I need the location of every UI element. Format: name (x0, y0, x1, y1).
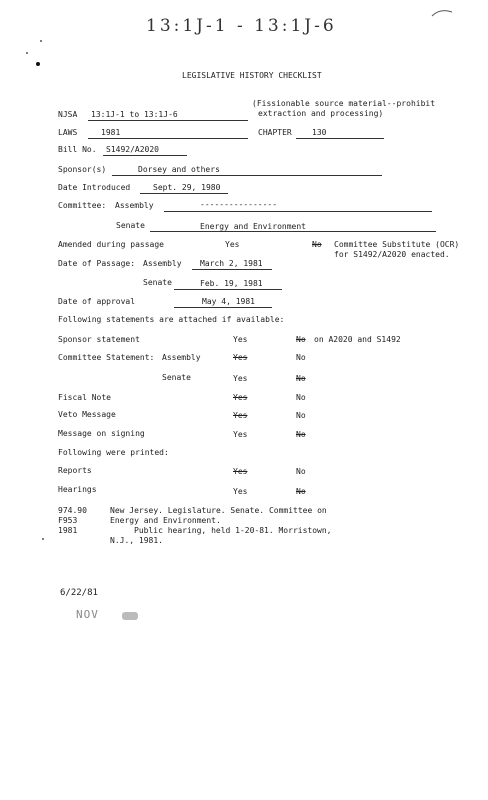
hearings-no-struck: No (296, 487, 306, 496)
committee-assembly-underline (164, 211, 432, 212)
received-stamp: NOV (76, 608, 99, 621)
committee-assembly-value: ---------------- (200, 200, 278, 209)
committee-senate-value: Energy and Environment (200, 222, 306, 231)
approval-label: Date of approval (58, 297, 136, 306)
sponsor-label: Sponsor(s) (58, 165, 107, 174)
fiscal-note-label: Fiscal Note (58, 393, 111, 402)
passage-senate-value: Feb. 19, 1981 (200, 279, 263, 288)
committee-statement-assembly-yes-struck: Yes (233, 353, 248, 362)
corner-mark (430, 8, 454, 18)
njsa-value: 13:1J-1 to 13:1J-6 (91, 110, 178, 119)
margin-dot (36, 62, 40, 66)
fiscal-note-no: No (296, 393, 306, 402)
passage-label: Date of Passage: (58, 259, 136, 268)
bill-label: Bill No. (58, 145, 97, 154)
reports-yes-struck: Yes (233, 467, 248, 476)
passage-senate-underline (174, 289, 282, 290)
handwritten-header: 13:1J-1 - 13:1J-6 (146, 16, 337, 36)
chapter-underline (296, 138, 384, 139)
committee-statement-senate-label: Senate (162, 373, 191, 382)
page-title: LEGISLATIVE HISTORY CHECKLIST (182, 71, 322, 80)
message-signing-no-struck: No (296, 430, 306, 439)
chapter-value: 130 (312, 128, 327, 137)
sponsor-underline (112, 175, 382, 176)
passage-assembly-label: Assembly (143, 259, 182, 268)
sponsor-statement-yes: Yes (233, 335, 248, 344)
amended-no-struck: No (312, 240, 322, 249)
njsa-label: NJSA (58, 110, 78, 119)
call-number-2: F953 (58, 516, 78, 525)
committee-label: Committee: (58, 201, 107, 210)
njsa-note-2: extraction and processing) (258, 109, 384, 118)
njsa-note-1: (Fissionable source material--prohibit (252, 99, 436, 108)
sponsor-value: Dorsey and others (138, 165, 220, 174)
margin-speck (26, 52, 28, 54)
handwritten-date: 6/22/81 (60, 588, 98, 598)
citation-line-4: N.J., 1981. (110, 536, 163, 545)
bill-value: S1492/A2020 (106, 145, 159, 154)
committee-statement-senate-yes: Yes (233, 374, 248, 383)
hearings-label: Hearings (58, 485, 97, 494)
approval-value: May 4, 1981 (202, 297, 255, 306)
intro-value: Sept. 29, 1980 (153, 183, 221, 192)
margin-speck (40, 40, 42, 42)
committee-senate-underline (150, 231, 436, 232)
following-attached-heading: Following statements are attached if available: (58, 315, 285, 324)
veto-message-label: Veto Message (58, 410, 116, 419)
approval-underline (174, 307, 272, 308)
committee-statement-label: Committee Statement: (58, 353, 155, 362)
hearings-yes: Yes (233, 487, 248, 496)
amended-yes: Yes (225, 240, 240, 249)
intro-underline (140, 193, 228, 194)
passage-assembly-underline (192, 269, 272, 270)
reports-no: No (296, 467, 306, 476)
committee-assembly-label: Assembly (115, 201, 154, 210)
amended-label: Amended during passage (58, 240, 164, 249)
committee-statement-senate-no-struck: No (296, 374, 306, 383)
margin-speck (42, 538, 44, 540)
njsa-underline (88, 120, 248, 121)
committee-statement-assembly-no: No (296, 353, 306, 362)
sponsor-statement-label: Sponsor statement (58, 335, 140, 344)
committee-statement-assembly-label: Assembly (162, 353, 201, 362)
laws-label: LAWS (58, 128, 78, 137)
committee-senate-label: Senate (116, 221, 145, 230)
intro-label: Date Introduced (58, 183, 131, 192)
laws-value: 1981 (101, 128, 121, 137)
sponsor-statement-note: on A2020 and S1492 (314, 335, 401, 344)
amended-note-1: Committee Substitute (OCR) (334, 240, 460, 249)
fiscal-note-yes-struck: Yes (233, 393, 248, 402)
message-signing-label: Message on signing (58, 429, 145, 438)
chapter-label: CHAPTER (258, 128, 292, 137)
citation-line-1: New Jersey. Legislature. Senate. Committee on (110, 506, 327, 515)
message-signing-yes: Yes (233, 430, 248, 439)
laws-underline (88, 138, 248, 139)
veto-message-no: No (296, 411, 306, 420)
sponsor-statement-no-struck: No (296, 335, 306, 344)
bill-underline (103, 155, 187, 156)
call-number-1: 974.90 (58, 506, 87, 515)
reports-label: Reports (58, 466, 92, 475)
citation-line-2: Energy and Environment. (110, 516, 221, 525)
passage-senate-label: Senate (143, 278, 172, 287)
following-printed-heading: Following were printed: (58, 448, 169, 457)
passage-assembly-value: March 2, 1981 (200, 259, 263, 268)
veto-message-yes-struck: Yes (233, 411, 248, 420)
call-number-3: 1981 (58, 526, 78, 535)
citation-line-3: Public hearing, held 1-20-81. Morristown, (134, 526, 332, 535)
amended-note-2: for S1492/A2020 enacted. (334, 250, 450, 259)
stamp-smudge (122, 612, 138, 620)
